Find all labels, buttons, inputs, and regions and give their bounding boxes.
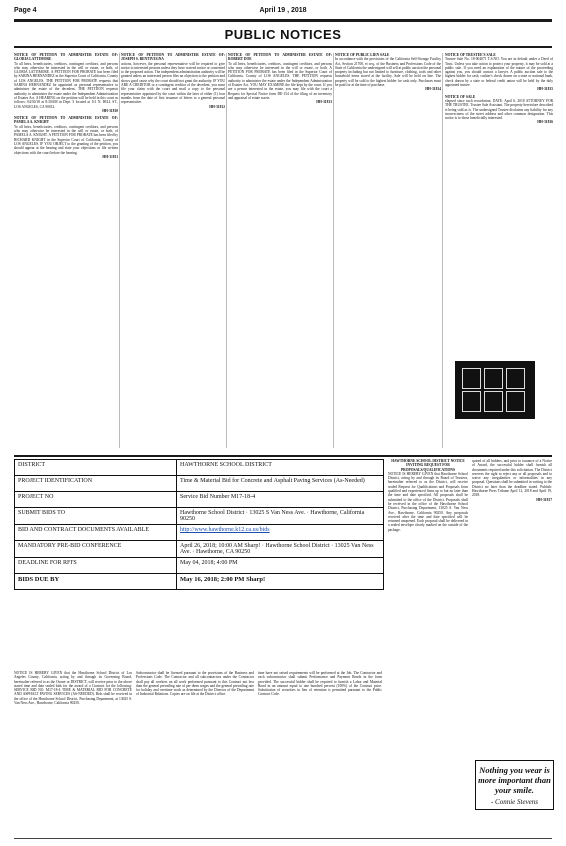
column-divider bbox=[442, 53, 443, 448]
notice-title: NOTICE OF PUBLIC LIEN SALE bbox=[335, 53, 390, 57]
row-label: SUBMIT BIDS TO bbox=[15, 508, 177, 525]
title-rule bbox=[14, 46, 552, 48]
page-header bbox=[14, 5, 552, 17]
notice-column-2 bbox=[121, 53, 225, 451]
legal-notice bbox=[335, 53, 441, 92]
notice-title: NOTICE OF PETITION TO ADMINISTER ESTATE OF: GLORIA LATTIMORE bbox=[14, 53, 118, 62]
table-row bbox=[15, 460, 384, 476]
table-row bbox=[15, 476, 384, 492]
legal-notice bbox=[228, 53, 332, 105]
legal-notice bbox=[121, 53, 225, 109]
notice-body: To all heirs, beneficiaries, creditors, contingent creditors, and persons who may otherwise be interested in the will or estate, or both. A PETITION FOR PROBATE has been filed in the Superior Court of California, County of LOS ANGELES. THE PETITION requests authority to administer the estate under the Independent Administration of Estates Act. YOU MAY EXAMINE the file kept by the court. If you are a person interested in the estate, you may file with the court a Request for Special Notice form DE-154 of the filing of an inventory and appraisal of estate assets. bbox=[228, 61, 332, 100]
notice-body: To all heirs, beneficiaries, creditors, contingent creditors, and persons who may otherwise be interested in the will or estate, or both, of PAMELA A. KNIGHT. A PETITION FOR PROBATE has been filed by RICHARD KNIGHT in the Superior Court of California, County of LOS ANGELES. IF YOU OBJECT to the granting of the petition, you should appear at the hearing and state your objections or file written objections with the court before the hearing. bbox=[14, 124, 118, 155]
table-row bbox=[15, 574, 384, 590]
column-divider bbox=[119, 53, 120, 448]
decorative-logo-block bbox=[455, 361, 535, 419]
row-value: May 16, 2018; 2:00 PM Sharp! bbox=[177, 574, 384, 590]
row-value: Service Bid Number M17-18-4 bbox=[177, 492, 384, 508]
page-number: Page 4 bbox=[14, 7, 37, 14]
notice-id: HH-31816 bbox=[537, 120, 553, 125]
rfp-notice-column-1 bbox=[388, 459, 468, 809]
legal-notice bbox=[14, 53, 118, 113]
row-label: DEADLINE FOR RFI'S bbox=[15, 558, 177, 574]
notice-id: HH-31817 bbox=[536, 497, 552, 502]
logo-tile bbox=[484, 391, 503, 411]
logo-tile bbox=[506, 391, 525, 411]
row-label: BID AND CONTRACT DOCUMENTS AVAILABLE bbox=[15, 525, 177, 541]
table-row bbox=[15, 508, 384, 525]
notice-title: NOTICE OF SALE bbox=[445, 94, 476, 99]
notice-id: HH-31814 bbox=[425, 87, 441, 92]
legal-notice bbox=[445, 95, 553, 125]
section-title: PUBLIC NOTICES bbox=[224, 27, 342, 42]
notice-body: Trustee Sale No. 18-004071 T.S.NO. You are in default under a Deed of Trust. Unless you take action to protect your property, it may be sold at a public sale. If you need an explanation of the nature of the proceeding against you, you should contact a lawyer. A public auction sale to the highest bidder for cash, cashier's check drawn on a state or national bank, check drawn by a state or federal credit union will be held by the duly appointed trustee. bbox=[445, 57, 553, 88]
notice-column-4 bbox=[335, 53, 441, 451]
logo-tile bbox=[506, 368, 525, 388]
row-label: BIDS DUE BY bbox=[15, 574, 177, 590]
notice-body: NOTICE IS HEREBY GIVEN that the Hawthorne School District of Los Angeles County, California, acting by and through its Governing Board, hereinafter referred to as the Owner or DISTRICT, will receive prior to the above stated time and date sealed bids for the award of a Contract for the following: SERVICE BID NO. M17-18-4 TIME & MATERIAL BID FOR CONCRETE AND ASPHALT PAVING SERVICES (AS-NEEDED). Bids shall be received in the office of the Hawthorne School District, Purchasing Department, at 13025 S. Van Ness Ave., Hawthorne, California 90250. bbox=[14, 671, 132, 706]
legal-notice bbox=[445, 53, 553, 92]
bid-notice-text bbox=[258, 671, 382, 697]
notice-id: HH-31811 bbox=[102, 154, 118, 159]
bid-notice-column-2 bbox=[136, 671, 254, 826]
section-rule bbox=[14, 455, 552, 457]
notice-title: HAWTHORNE SCHOOL DISTRICT NOTICE INVITING REQUEST FOR PROPOSALS/QUALIFICATIONS bbox=[391, 459, 465, 472]
notice-body: Subcontractor shall be licensed pursuant to the provisions of the Business and Professions Code. The Contractor and all subcontractors under the Contractor shall pay all workers on all work performed pursuant to this Contract not less than the general prevailing rate of per diem wages and the general prevailing rate for holiday and overtime work as determined by the Director of the Department of Industrial Relations. Copies are on file at the District office. bbox=[136, 671, 254, 697]
logo-tile bbox=[484, 368, 503, 388]
row-value: HAWTHORNE SCHOOL DISTRICT bbox=[177, 460, 384, 476]
row-label: PROJECT IDENTIFICATION bbox=[15, 476, 177, 492]
table-row bbox=[15, 525, 384, 541]
row-label: PROJECT NO bbox=[15, 492, 177, 508]
quote-author: - Connie Stevens bbox=[490, 798, 539, 806]
rfp-notice bbox=[388, 459, 468, 532]
row-value: Hawthorne School District · 13025 S Van Ness Ave. · Hawthorne, California 90250 bbox=[177, 508, 384, 525]
notice-title: NOTICE OF PETITION TO ADMINISTER ESTATE OF: PAMELA A. KNIGHT bbox=[14, 116, 118, 125]
logo-tile bbox=[462, 368, 481, 388]
row-value: Time & Material Bid for Concrete and Asphalt Paving Services (As-Needed) bbox=[177, 476, 384, 492]
notice-title: NOTICE OF TRUSTEE'S SALE bbox=[445, 53, 496, 57]
column-divider bbox=[333, 53, 334, 448]
bid-notice-column-1 bbox=[14, 671, 132, 826]
row-label: DISTRICT bbox=[15, 460, 177, 476]
table-row bbox=[15, 558, 384, 574]
header-rule bbox=[14, 19, 552, 22]
notice-body: elapsed since such recordation. DATE: April 6, 2018 ATTORNEY FOR THE TRUSTEE. Trustee Sale Assistant. The property heretofore described is being sold as is. The undersigned Trustee disclaims any liability for any incorrectness of the street address and other common designation. This notice is to those beneficially interested. bbox=[445, 98, 553, 121]
row-value bbox=[177, 525, 384, 541]
rfp-notice-column-2 bbox=[472, 459, 552, 754]
notice-body: To all heirs, beneficiaries, creditors, contingent creditors, and persons who may otherwise be interested in the will or estate, or both, of GLORIA LATTIMORE. A PETITION FOR PROBATE has been filed by SABINA HERNANDEZ in the Superior Court of California, County of LOS ANGELES. THE PETITION FOR PROBATE requests that SABINA HERNANDEZ be appointed as personal representative to administer the estate of the decedent. THE PETITION requests authority to administer the estate under the Independent Administration of Estates Act. A HEARING on the petition will be held in this court as follows: 04/30/18 at 8:30AM in Dept. 5 located at 111 N. HILL ST., LOS ANGELES, CA 90012. bbox=[14, 61, 118, 109]
bid-notice-text bbox=[14, 671, 132, 705]
issue-date: April 19 , 2018 bbox=[259, 7, 307, 14]
footer-rule bbox=[14, 838, 552, 839]
table-row bbox=[15, 541, 384, 558]
notice-column-1 bbox=[14, 53, 118, 451]
bid-docs-link[interactable]: http://www.hawthorne.k12.ca.us/bids bbox=[180, 527, 270, 533]
legal-notice bbox=[14, 116, 118, 159]
notice-body: time have not raised requirements will be performed at the Job. The Contractor and each subcontractor shall submit Performance and Payment Bonds in the form provided. The successful bidder shall be required to furnish a Labor and Material Bond in an amount equal to one hundred percent (100%) of the Contract price. Substitution of securities in lieu of retention is permitted pursuant to the Public Contract Code. bbox=[258, 671, 382, 697]
notice-body: quired of all bidders, and prior to issuance of a Notice of Award, the successful bidder shall furnish all documents required under this solicitation. The District reserves the right to reject any or all proposals and to waive any irregularities or informalities in any proposal. Questions shall be submitted in writing to the District no later than the deadline stated. Publish: Hawthorne Press Tribune April 12, 2018 and April 19, 2018. bbox=[472, 459, 552, 498]
row-label: MANDATORY PRE-BID CONFERENCE bbox=[15, 541, 177, 558]
table-row bbox=[15, 492, 384, 508]
notice-column-3 bbox=[228, 53, 332, 451]
column-divider bbox=[226, 53, 227, 448]
bid-notice-column-3 bbox=[258, 671, 382, 826]
notice-id: HH-31813 bbox=[316, 100, 332, 105]
logo-tile bbox=[462, 391, 481, 411]
notice-body: actions, however, the personal representative will be required to give notice to interested persons unless they have waived notice or consented to the proposed action. The independent administration authority will be granted unless an interested person files an objection to the petition and shows good cause why the court should not grant the authority. IF YOU ARE A CREDITOR or a contingent creditor of the decedent, you must file your claim with the court and mail a copy to the personal representative appointed by the court within the later of either (1) four months from the date of first issuance of letters to a general personal representative. bbox=[121, 61, 225, 105]
notice-id: HH-31815 bbox=[537, 87, 553, 92]
bid-notice-text bbox=[136, 671, 254, 697]
row-value: May 04, 2018; 4:00 PM bbox=[177, 558, 384, 574]
notice-title: NOTICE OF PETITION TO ADMINISTER ESTATE OF: ROBERT DOE bbox=[228, 53, 332, 62]
row-value: April 26, 2018; 10:00 AM Sharp! · Hawthorne School District · 13025 Van Ness Ave. · Hawthorne, CA 90250 bbox=[177, 541, 384, 558]
notice-body: NOTICE IS HEREBY GIVEN that Hawthorne School District, acting by and through its Board of Trustees, hereinafter referred to as the District, will receive sealed Request for Qualifications and Proposals from qualified and experienced firms up to but no later than the time and date specified. All proposals shall be submitted to the office of the District. Proposals shall be received in the office of the Hawthorne School District, Purchasing Department, 13025 S. Van Ness Ave., Hawthorne, California 90250. Any proposals received after the time and date specified will be returned unopened. Each proposal shall be delivered in a sealed envelope clearly marked on the outside of the package. bbox=[388, 471, 468, 532]
bid-info-table bbox=[14, 459, 384, 590]
quote-text: Nothing you wear is more important than your smile. bbox=[478, 765, 551, 795]
notice-id: HH-31812 bbox=[209, 104, 225, 109]
notice-title: NOTICE OF PETITION TO ADMINISTER ESTATE OF: JOSEPH S. BENTIVEGNA bbox=[121, 53, 225, 62]
rfp-notice bbox=[472, 459, 552, 502]
notice-body: In accordance with the provisions of the California Self-Storage Facility Act, Section 21700, et seq., of the Business and Professions Code of the State of California the undersigned will sell at public auction the personal property including but not limited to furniture, clothing, tools and other household items stored at the facility. Sale will be held on line. The property will be sold to the highest bidder for cash only. Purchases must be paid for at the time of purchase. bbox=[335, 57, 441, 88]
notice-id: HH-31810 bbox=[102, 108, 118, 113]
quote-box bbox=[475, 760, 554, 810]
